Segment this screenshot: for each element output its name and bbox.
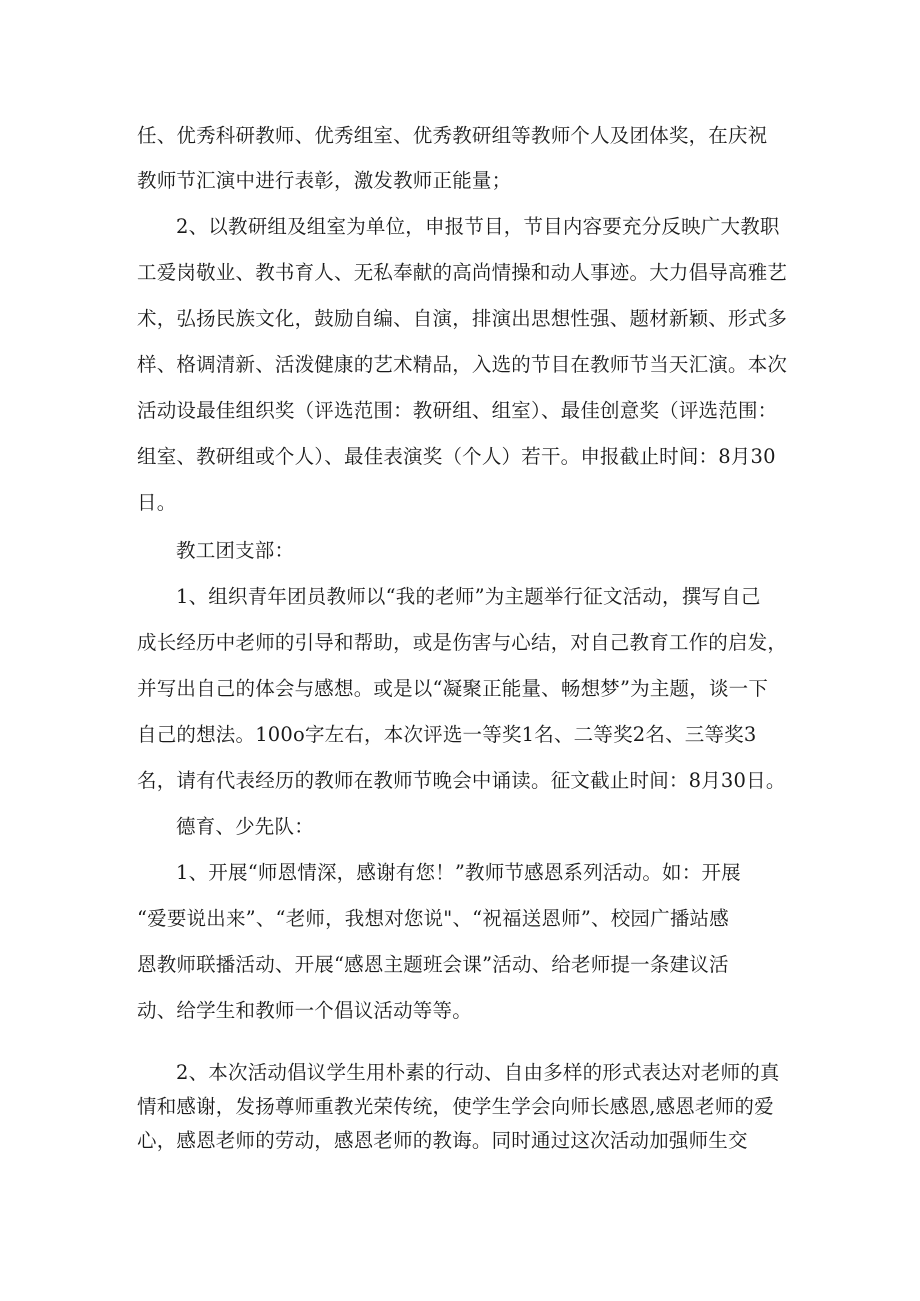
text-line-17: 1、开展“师恩情深，感谢有您！”教师节感恩系列活动。如：开展	[176, 861, 741, 884]
text-line-15: 名，请有代表经历的教师在教师节晚会中诵读。征文截止时间：8月30日。	[137, 769, 786, 792]
text-line-22: 情和感谢，发扬尊师重教光荣传统，使学生学会向师长感恩,感恩老师的爱	[137, 1095, 774, 1118]
text-line-3: 2、以教研组及组室为单位，申报节目，节目内容要充分反映广大教职	[176, 215, 780, 238]
text-line-19: 恩教师联播活动、开展“感恩主题班会课”活动、给老师提一条建议活	[137, 953, 729, 976]
text-line-4: 工爱岗敬业、教书育人、无私奉献的高尚情操和动人事迹。大力倡导高雅艺	[137, 261, 788, 284]
text-line-14: 自己的想法。100o字左右，本次评选一等奖1名、二等奖2名、三等奖3	[137, 723, 757, 746]
text-line-20: 动、给学生和教师一个倡议活动等等。	[137, 999, 472, 1022]
text-line-7: 活动设最佳组织奖（评选范围：教研组、组室）、最佳创意奖（评选范围：	[137, 399, 778, 422]
section-heading-moral-education: 德育、少先队：	[176, 815, 314, 838]
text-line-11: 1、组织青年团员教师以“我的老师”为主题举行征文活动，撰写自己	[176, 585, 761, 608]
text-line-21: 2、本次活动倡议学生用朴素的行动、自由多样的形式表达对老师的真	[176, 1061, 780, 1084]
text-line-8: 组室、教研组或个人）、最佳表演奖（个人）若干。申报截止时间：8月30	[137, 445, 776, 468]
text-line-12: 成长经历中老师的引导和帮助，或是伤害与心结，对自己教育工作的启发，	[137, 631, 788, 654]
section-heading-youth-league: 教工团支部：	[176, 539, 295, 562]
text-line-2: 教师节汇演中进行表彰，激发教师正能量；	[137, 169, 512, 192]
text-line-13: 并写出自己的体会与感想。或是以“凝聚正能量、畅想梦”为主题，谈一下	[137, 677, 769, 700]
text-line-23: 心，感恩老师的劳动，感恩老师的教诲。同时通过这次活动加强师生交	[137, 1129, 748, 1152]
text-line-18: “爱要说出来”、“老师，我想对您说"、“祝福送恩师”、校园广播站感	[137, 907, 729, 930]
text-line-6: 样、格调清新、活泼健康的艺术精品，入选的节目在教师节当天汇演。本次	[137, 353, 788, 376]
text-line-1: 任、优秀科研教师、优秀组室、优秀教研组等教师个人及团体奖，在庆祝	[137, 124, 768, 147]
text-line-5: 术，弘扬民族文化，鼓励自编、自演，排演出思想性强、题材新颖、形式多	[137, 307, 788, 330]
text-line-9: 日。	[137, 491, 177, 514]
